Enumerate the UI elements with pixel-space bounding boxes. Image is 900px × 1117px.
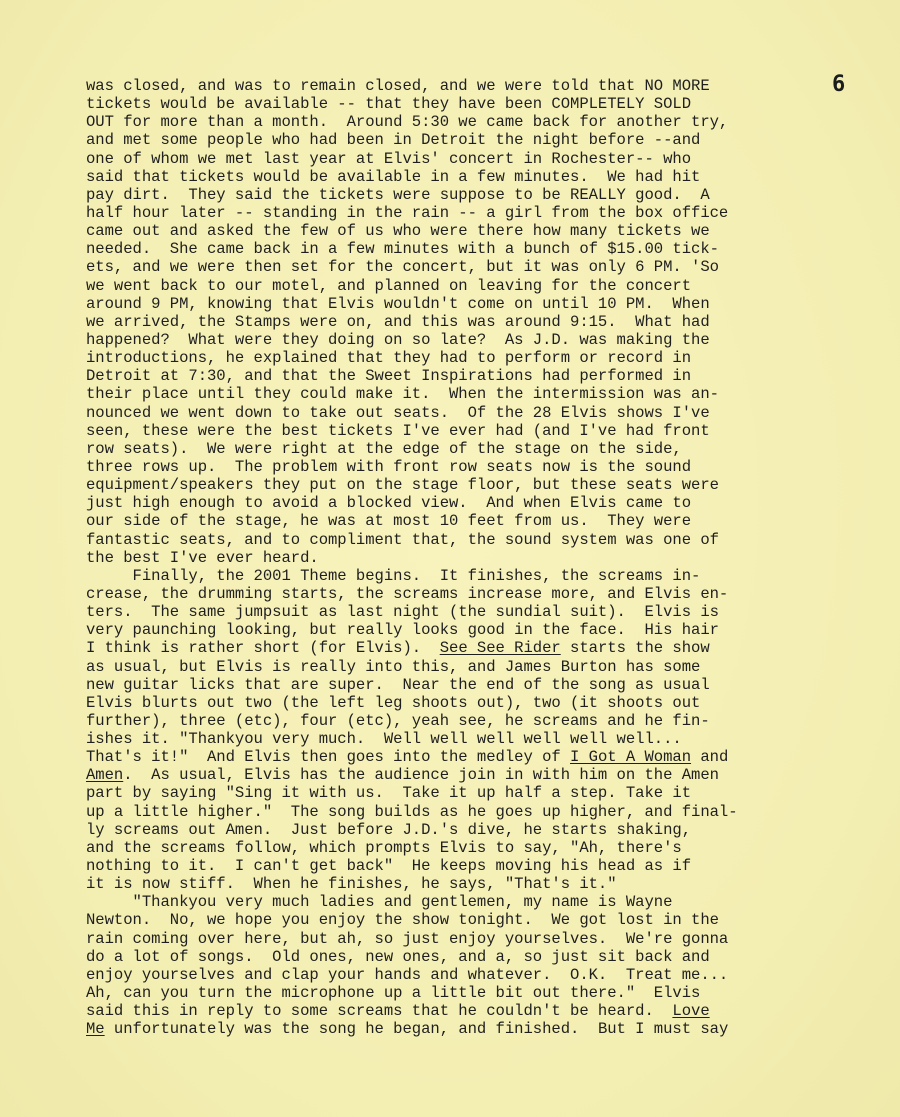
text-line bbox=[86, 585, 846, 603]
text-line bbox=[86, 839, 846, 857]
text-segment: ets, and we were then set for the concert, but it was only 6 PM. 'So bbox=[86, 258, 719, 277]
text-segment: we went back to our motel, and planned on leaving for the concert bbox=[86, 276, 692, 295]
text-segment: ters. The same jumpsuit as last night (the sundial suit). Elvis is bbox=[86, 603, 719, 622]
text-line bbox=[86, 458, 846, 476]
text-segment: came out and asked the few of us who were there how many tickets we bbox=[86, 222, 710, 241]
text-line bbox=[86, 694, 846, 712]
text-segment: fantastic seats, and to compliment that, the sound system was one of bbox=[86, 530, 719, 549]
text-segment: and bbox=[691, 748, 729, 767]
text-segment: the best I've ever heard. bbox=[86, 548, 319, 567]
text-segment: Newton. No, we hope you enjoy the show tonight. We got lost in the bbox=[86, 911, 719, 930]
text-segment: . As usual, Elvis has the audience join in with him on the Amen bbox=[123, 766, 719, 785]
text-segment: one of whom we met last year at Elvis' concert in Rochester-- who bbox=[86, 149, 692, 168]
text-line bbox=[86, 911, 846, 929]
text-line bbox=[86, 875, 846, 893]
text-line bbox=[86, 966, 846, 984]
text-line bbox=[86, 113, 846, 131]
text-segment: their place until they could make it. When the intermission was an- bbox=[86, 385, 719, 404]
text-segment: ishes it. "Thankyou very much. Well well well well well well... bbox=[86, 730, 682, 749]
text-segment: three rows up. The problem with front row seats now is the sound bbox=[86, 457, 692, 476]
text-line bbox=[86, 549, 846, 567]
text-segment: part by saying "Sing it with us. Take it up half a step. Take it bbox=[86, 784, 692, 803]
underlined-song-title: See See Rider bbox=[439, 639, 561, 658]
text-segment: Ah, can you turn the microphone up a little bit out there." Elvis bbox=[86, 984, 701, 1003]
text-line bbox=[86, 621, 846, 639]
text-segment: as usual, but Elvis is really into this, and James Burton has some bbox=[86, 657, 701, 676]
text-segment: unfortunately was the song he began, and finished. But I must say bbox=[104, 1020, 729, 1039]
text-line bbox=[86, 222, 846, 240]
text-segment: do a lot of songs. Old ones, new ones, and a, so just sit back and bbox=[86, 947, 710, 966]
text-segment: was closed, and was to remain closed, and we were told that NO MORE bbox=[86, 77, 710, 95]
text-segment: pay dirt. They said the tickets were suppose to be REALLY good. A bbox=[86, 185, 710, 204]
text-segment: new guitar licks that are super. Near the end of the song as usual bbox=[86, 675, 710, 694]
text-segment: "Thankyou very much ladies and gentlemen, my name is Wayne bbox=[86, 893, 673, 912]
text-segment: enjoy yourselves and clap your hands and whatever. O.K. Treat me... bbox=[86, 965, 729, 984]
text-segment: said that tickets would be available in a few minutes. We had hit bbox=[86, 167, 701, 186]
text-line bbox=[86, 277, 846, 295]
text-segment: up a little higher." The song builds as he goes up higher, and final- bbox=[86, 802, 738, 821]
text-segment: Detroit at 7:30, and that the Sweet Inspirations had performed in bbox=[86, 367, 692, 386]
text-segment: That's it!" And Elvis then goes into the medley of bbox=[86, 748, 571, 767]
text-line bbox=[86, 893, 846, 911]
text-segment: half hour later -- standing in the rain -- a girl from the box office bbox=[86, 203, 729, 222]
text-line bbox=[86, 258, 846, 276]
text-line bbox=[86, 857, 846, 875]
text-line bbox=[86, 1020, 846, 1038]
text-segment: said this in reply to some screams that he couldn't be heard. bbox=[86, 1002, 673, 1021]
underlined-song-title: I Got A Woman bbox=[570, 748, 692, 767]
text-segment: row seats). We were right at the edge of the stage on the side, bbox=[86, 439, 682, 458]
text-line bbox=[86, 821, 846, 839]
underlined-song-title: Me bbox=[86, 1020, 105, 1039]
text-segment: tickets would be available -- that they have been COMPLETELY SOLD bbox=[86, 95, 692, 114]
text-segment: crease, the drumming starts, the screams increase more, and Elvis en- bbox=[86, 584, 729, 603]
text-segment: needed. She came back in a few minutes with a bunch of $15.00 tick- bbox=[86, 240, 719, 259]
text-segment: just high enough to avoid a blocked view. And when Elvis came to bbox=[86, 494, 692, 513]
text-line bbox=[86, 730, 846, 748]
text-line bbox=[86, 131, 846, 149]
text-segment: and the screams follow, which prompts Elvis to say, "Ah, there's bbox=[86, 838, 682, 857]
text-segment: Elvis blurts out two (the left leg shoots out), two (it shoots out bbox=[86, 693, 701, 712]
text-line bbox=[86, 440, 846, 458]
text-segment: and met some people who had been in Detroit the night before --and bbox=[86, 131, 701, 150]
text-line bbox=[86, 712, 846, 730]
text-line bbox=[86, 803, 846, 821]
text-line bbox=[86, 150, 846, 168]
text-segment: around 9 PM, knowing that Elvis wouldn't come on until 10 PM. When bbox=[86, 294, 710, 313]
text-line bbox=[86, 240, 846, 258]
text-line bbox=[86, 168, 846, 186]
text-segment: I think is rather short (for Elvis). bbox=[86, 639, 440, 658]
underlined-song-title: Love bbox=[672, 1002, 710, 1021]
text-segment: OUT for more than a month. Around 5:30 we came back for another try, bbox=[86, 113, 729, 132]
text-line bbox=[86, 784, 846, 802]
page-number: 6 bbox=[832, 72, 846, 97]
text-line bbox=[86, 95, 846, 113]
text-segment: further), three (etc), four (etc), yeah see, he screams and he fin- bbox=[86, 711, 710, 730]
text-line bbox=[86, 567, 846, 585]
text-segment: it is now stiff. When he finishes, he says, "That's it." bbox=[86, 875, 617, 894]
text-segment: rain coming over here, but ah, so just enjoy yourselves. We're gonna bbox=[86, 929, 729, 948]
text-segment: seen, these were the best tickets I've ever had (and I've had front bbox=[86, 421, 710, 440]
text-line bbox=[86, 422, 846, 440]
text-segment: introductions, he explained that they had to perform or record in bbox=[86, 349, 692, 368]
text-segment: nothing to it. I can't get back" He keeps moving his head as if bbox=[86, 857, 692, 876]
text-line bbox=[86, 766, 846, 784]
text-line bbox=[86, 295, 846, 313]
underlined-song-title: Amen bbox=[86, 766, 124, 785]
text-line bbox=[86, 676, 846, 694]
text-line bbox=[86, 658, 846, 676]
text-line bbox=[86, 349, 846, 367]
text-line bbox=[86, 948, 846, 966]
text-segment: very paunching looking, but really looks good in the face. His hair bbox=[86, 621, 719, 640]
text-line bbox=[86, 748, 846, 766]
text-line bbox=[86, 531, 846, 549]
text-line bbox=[86, 313, 846, 331]
text-segment: we arrived, the Stamps were on, and this was around 9:15. What had bbox=[86, 312, 710, 331]
text-segment: Finally, the 2001 Theme begins. It finishes, the screams in- bbox=[86, 566, 701, 585]
text-line bbox=[86, 404, 846, 422]
text-line bbox=[86, 77, 846, 95]
text-line bbox=[86, 186, 846, 204]
text-line bbox=[86, 512, 846, 530]
text-segment: equipment/speakers they put on the stage floor, but these seats were bbox=[86, 476, 719, 495]
text-line bbox=[86, 984, 846, 1002]
text-line bbox=[86, 1002, 846, 1020]
text-line bbox=[86, 930, 846, 948]
text-segment: ly screams out Amen. Just before J.D.'s dive, he starts shaking, bbox=[86, 820, 692, 839]
text-line bbox=[86, 331, 846, 349]
text-segment: nounced we went down to take out seats. Of the 28 Elvis shows I've bbox=[86, 403, 710, 422]
text-line bbox=[86, 385, 846, 403]
text-line bbox=[86, 494, 846, 512]
text-line bbox=[86, 476, 846, 494]
text-segment: happened? What were they doing on so late? As J.D. was making the bbox=[86, 330, 710, 349]
text-line bbox=[86, 603, 846, 621]
text-line bbox=[86, 204, 846, 222]
text-line bbox=[86, 367, 846, 385]
text-line bbox=[86, 639, 846, 657]
body-text bbox=[86, 77, 846, 1038]
text-segment: our side of the stage, he was at most 10 feet from us. They were bbox=[86, 512, 692, 531]
text-segment: starts the show bbox=[560, 639, 710, 658]
